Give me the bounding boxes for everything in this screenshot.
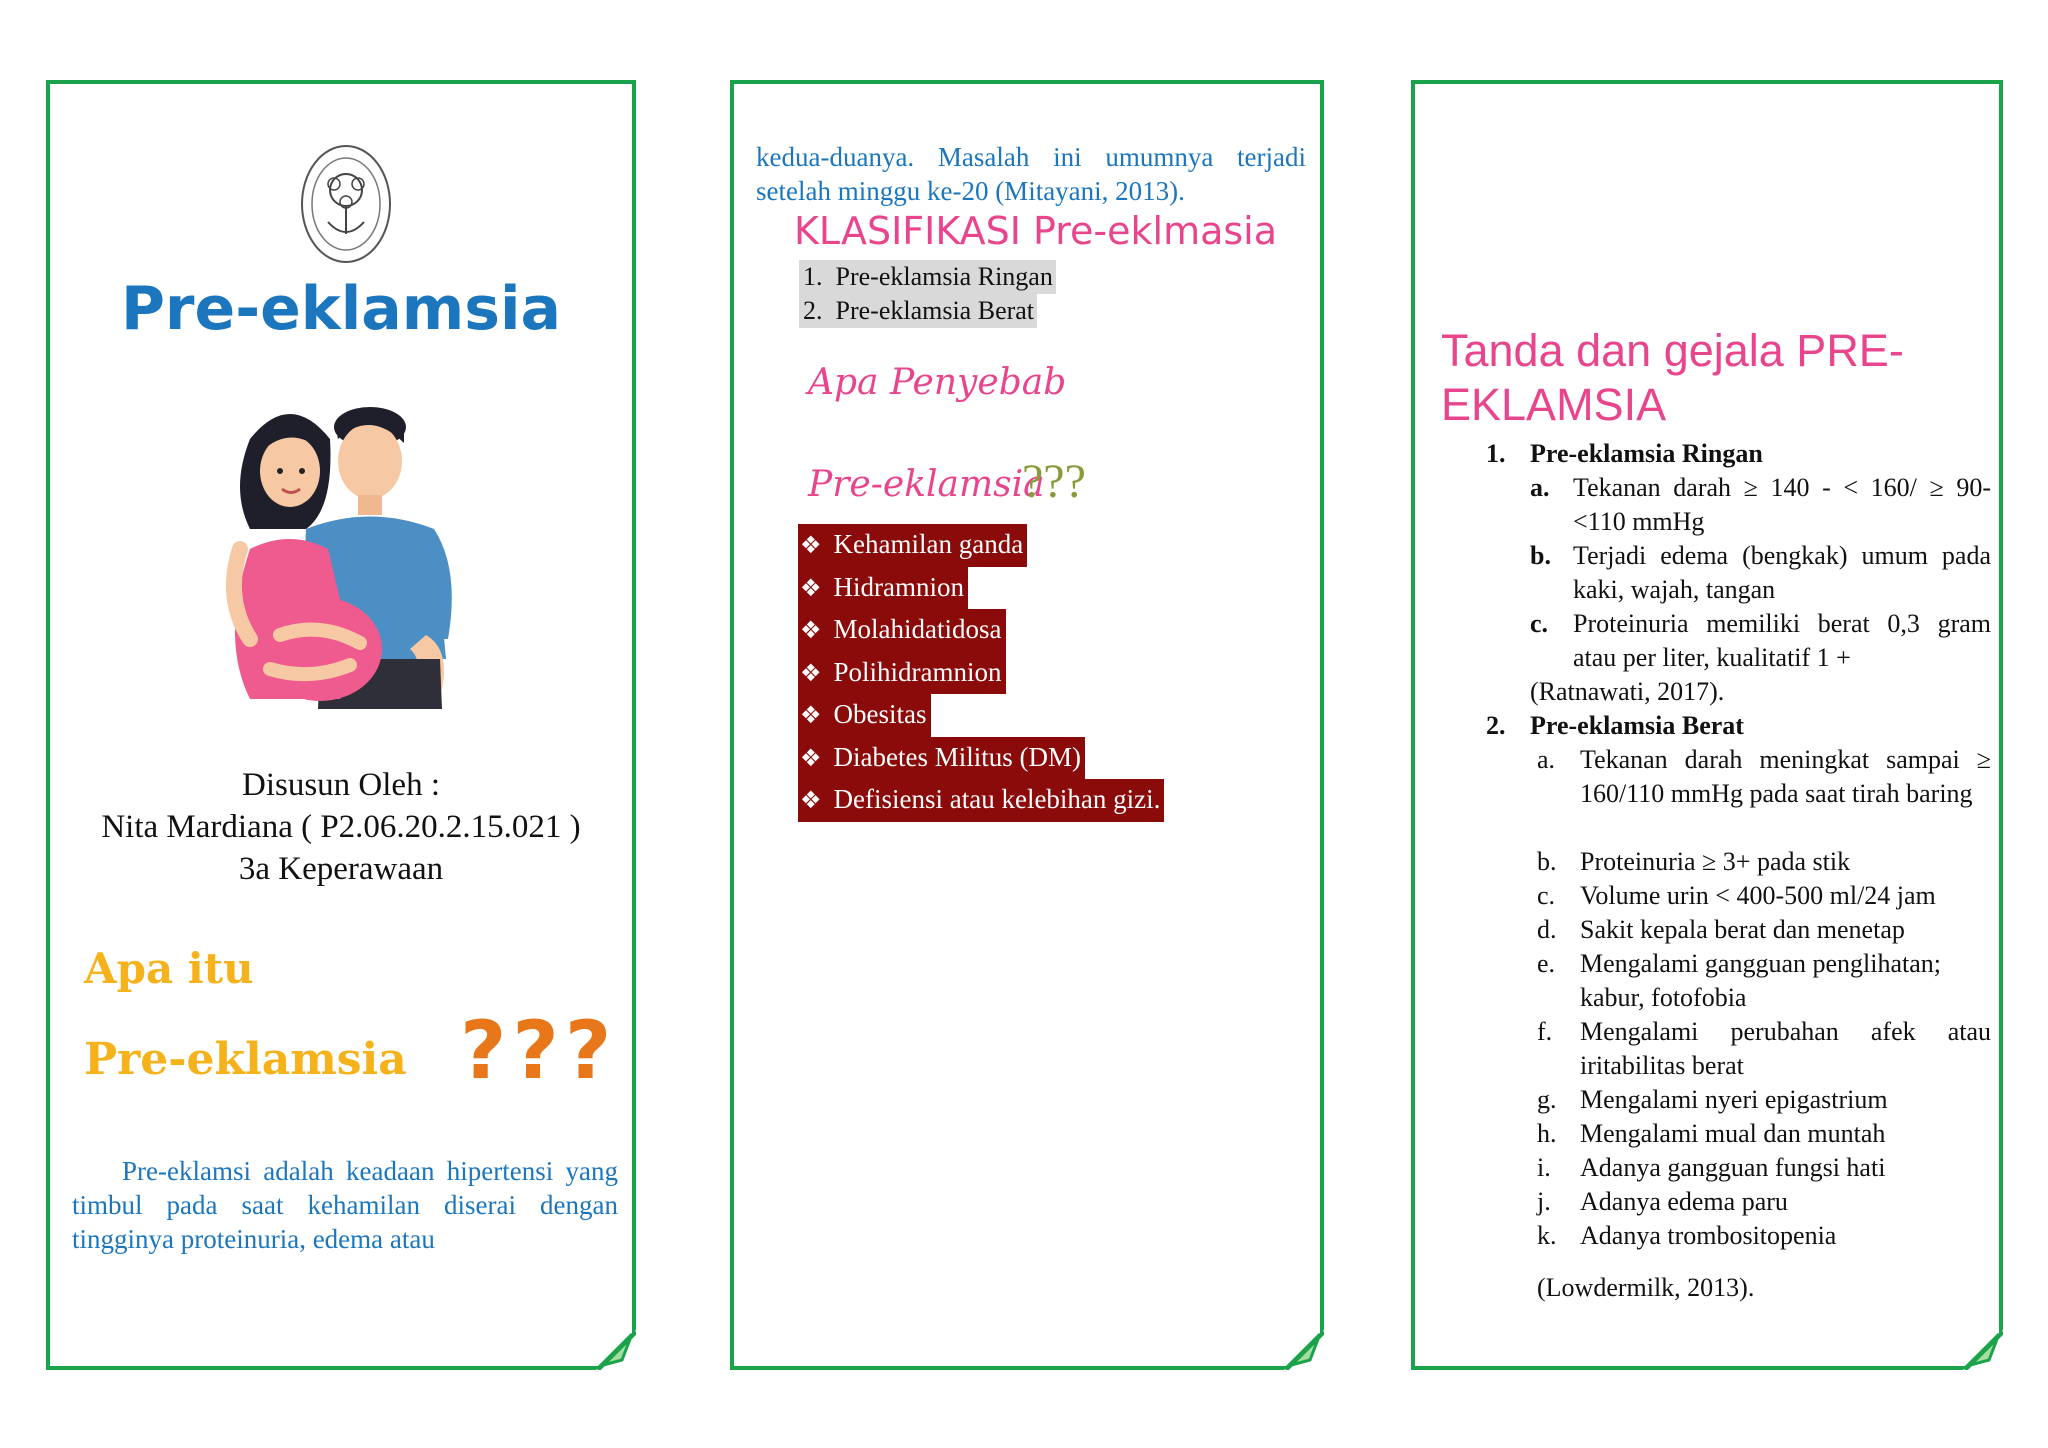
list-item: 2. Pre-eklamsia Berat <box>799 294 1037 328</box>
item-letter: c. <box>1537 881 1556 910</box>
list-item <box>798 609 1006 652</box>
list-item: Adanya edema paru <box>1580 1187 1788 1216</box>
item-letter: c. <box>1530 609 1549 638</box>
diamond-bullet-icon: ❖ <box>800 573 822 602</box>
mild-number: 1. <box>1486 439 1506 468</box>
item-letter: i. <box>1537 1153 1551 1182</box>
couple-illustration <box>210 399 520 729</box>
item-letter: b. <box>1537 847 1557 876</box>
diamond-bullet-icon: ❖ <box>800 531 822 559</box>
brochure-title: Pre-eklamsia <box>120 274 562 344</box>
classification-list <box>799 260 1056 328</box>
list-item: Mengalami perubahan afek atau iritabilitas berat <box>1580 1017 1991 1080</box>
cause-label: Defisiensi atau kelebihan gizi. <box>833 784 1161 814</box>
diamond-bullet-icon: ❖ <box>800 616 822 644</box>
author-class: 3a Keperawaan <box>238 851 444 887</box>
severe-citation: (Lowdermilk, 2013). <box>1537 1273 1755 1302</box>
item-letter: d. <box>1537 915 1557 944</box>
item-letter: e. <box>1537 949 1556 978</box>
severe-number: 2. <box>1486 711 1506 740</box>
list-item: Adanya gangguan fungsi hati <box>1580 1153 1886 1182</box>
list-item <box>798 524 1027 567</box>
mild-citation: (Ratnawati, 2017). <box>1530 677 1725 706</box>
diamond-bullet-icon: ❖ <box>800 743 822 772</box>
list-item <box>798 694 931 737</box>
author-name: Nita Mardiana ( P2.06.20.2.15.021 ) <box>101 809 581 845</box>
causes-list <box>798 524 1164 822</box>
diamond-bullet-icon: ❖ <box>800 701 822 729</box>
author-label: Disusun Oleh : <box>242 767 440 803</box>
page-curl-icon <box>596 1330 636 1370</box>
panel-symptoms <box>1411 80 2003 1370</box>
item-letter: b. <box>1530 541 1551 570</box>
cause-label: Molahidatidosa <box>833 614 1002 644</box>
list-item: Mengalami gangguan penglihatan; kabur, fotofobia <box>1580 949 1942 1012</box>
list-item: Proteinuria ≥ 3+ pada stik <box>1580 847 1851 876</box>
list-item: Terjadi edema (bengkak) umum pada kaki, wajah, tangan <box>1573 541 1991 604</box>
list-item: Tekanan darah ≥ 140 - < 160/ ≥ 90-<110 mmHg <box>1573 473 1991 536</box>
list-item <box>798 652 1006 695</box>
question-line-2: Pre-eklamsia <box>84 1034 407 1085</box>
list-item: Proteinuria memiliki berat 0,3 gram atau per liter, kualitatif 1 + <box>1573 609 1991 672</box>
panel-causes <box>730 80 1324 1370</box>
author-block <box>50 764 632 890</box>
list-item: Sakit kepala berat dan menetap <box>1580 915 1905 944</box>
item-letter: a. <box>1537 745 1556 774</box>
cause-label: Hidramnion <box>833 571 964 602</box>
panel-cover <box>46 80 636 1370</box>
list-item <box>798 779 1164 822</box>
item-letter: a. <box>1530 473 1550 502</box>
symptoms-heading: Tanda dan gejala PRE-EKLAMSIA <box>1441 325 1904 430</box>
item-letter: g. <box>1537 1085 1557 1114</box>
list-item: Tekanan darah meningkat sampai ≥ 160/110 mmHg pada saat tirah baring <box>1580 745 1991 808</box>
item-letter: j. <box>1537 1187 1551 1216</box>
item-letter: f. <box>1537 1017 1553 1046</box>
page-curl-icon <box>1963 1330 2003 1370</box>
institution-logo <box>298 142 394 270</box>
cause-label: Kehamilan ganda <box>833 529 1024 559</box>
list-item: Mengalami nyeri epigastrium <box>1580 1085 1888 1114</box>
list-item: Mengalami mual dan muntah <box>1580 1119 1886 1148</box>
cause-label: Obesitas <box>833 699 927 729</box>
diamond-bullet-icon: ❖ <box>800 786 822 814</box>
cause-heading-line-2: Pre-eklamsia <box>808 464 1045 505</box>
mild-title: Pre-eklamsia Ringan <box>1530 439 1763 468</box>
list-item: Adanya trombositopenia <box>1580 1221 1837 1250</box>
definition-text: Pre-eklamsi adalah keadaan hipertensi yang timbul pada saat kehamilan diserai dengan tingginya proteinuria, edema atau <box>72 1156 618 1254</box>
question-line-1: Apa itu <box>84 944 254 993</box>
list-item: Volume urin < 400-500 ml/24 jam <box>1580 881 1936 910</box>
item-letter: h. <box>1537 1119 1557 1148</box>
cause-heading-line-1: Apa Penyebab <box>808 362 1067 403</box>
cause-label: Polihidramnion <box>833 656 1002 687</box>
cause-question-marks: ??? <box>1022 455 1086 508</box>
intro-continued-text: kedua-duanya. Masalah ini umumnya terjadi setelah minggu ke-20 (Mitayani, 2013). <box>756 142 1306 206</box>
list-item: 1. Pre-eklamsia Ringan <box>799 260 1056 294</box>
list-item <box>798 737 1085 780</box>
question-marks: ??? <box>460 1004 618 1097</box>
item-letter: k. <box>1537 1221 1557 1250</box>
list-item <box>798 567 968 610</box>
cause-label: Diabetes Militus (DM) <box>833 741 1081 772</box>
diamond-bullet-icon: ❖ <box>800 658 822 687</box>
classification-heading: KLASIFIKASI Pre-eklmasia <box>794 209 1278 253</box>
severe-title: Pre-eklamsia Berat <box>1530 711 1744 740</box>
page-curl-icon <box>1284 1330 1324 1370</box>
